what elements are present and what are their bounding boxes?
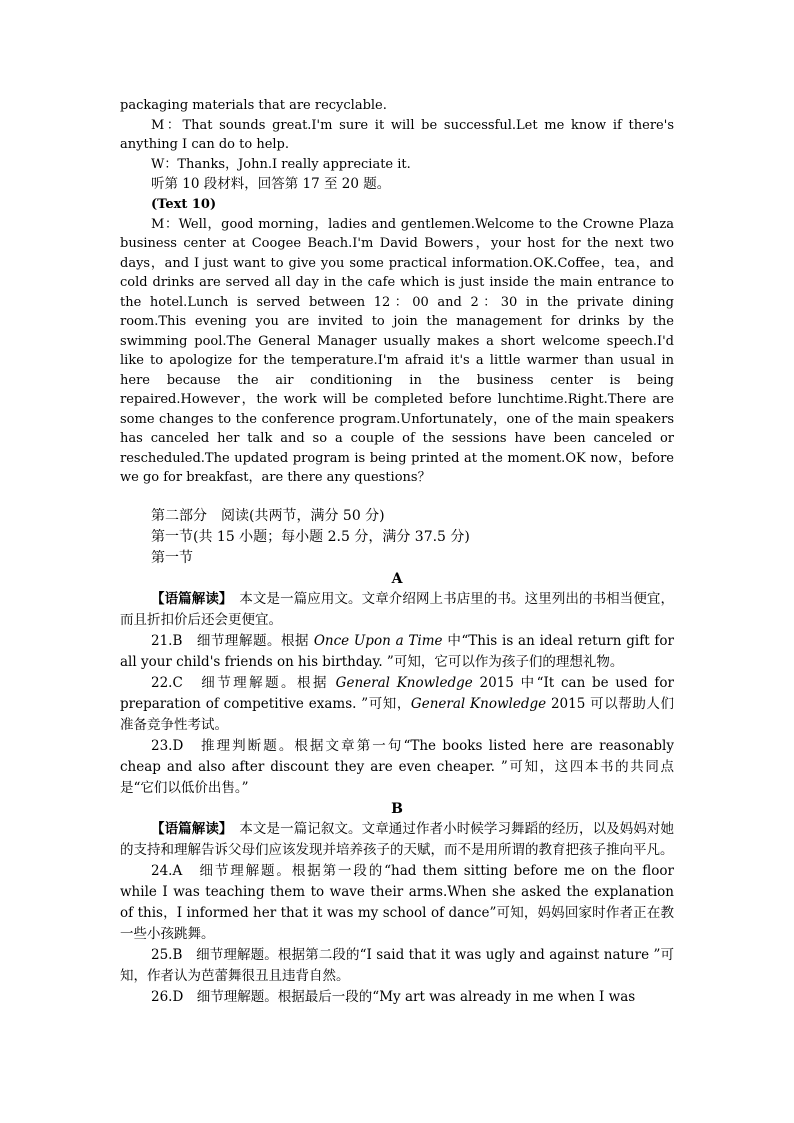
- part2-title: 第二部分 阅读(共两节，满分 50 分): [151, 507, 385, 524]
- answer-22-mid: 2015 中“It can be used for preparation of competitive exams. ”可知，: [120, 674, 674, 712]
- answer-24-number: 24.A: [151, 862, 183, 879]
- answer-26: [120, 987, 674, 1008]
- answer-22-pre: 细节理解题。根据: [182, 674, 336, 691]
- section1-short-title: 第一节: [151, 549, 193, 566]
- passage-a-tag: 【语篇解读】: [151, 590, 226, 607]
- answer-24-text: 细节理解题。根据第一段的“had them sitting before me on the floor while I was teaching them to wave their arms.When she asked the explanation of this，I informed her that it was my school of dance”可知，妈妈回家时作者正在教一些小孩跳舞。: [120, 862, 674, 942]
- answer-21-post: 中“This is an ideal return gift for all your child's friends on his birthday. ”可知，它可以作为孩子们的理想礼物。: [120, 632, 674, 670]
- passage-b-intro-text: 本文是一篇记叙文。文章通过作者小时候学习舞蹈的经历，以及妈妈对她的支持和理解告诉父母们应该发现并培养孩子的天赋，而不是用所谓的教育把孩子推向平凡。: [120, 820, 675, 858]
- text9-woman-reply: W：Thanks，John.I really appreciate it.: [151, 156, 411, 172]
- text10-instruction: 听第 10 段材料，回答第 17 至 20 题。: [151, 176, 391, 192]
- answer-22-book-title: General Knowledge: [335, 674, 473, 691]
- text9-line-packaging: packaging materials that are recyclable.: [120, 98, 387, 113]
- answer-21-book-title: Once Upon a Time: [313, 632, 443, 649]
- answer-25-text: 细节理解题。根据第二段的“I said that it was ugly and against nature ”可知，作者认为芭蕾舞很丑且违背自然。: [120, 946, 674, 984]
- answer-26-number: 26.D: [151, 988, 184, 1005]
- passage-a-intro-text: 本文是一篇应用文。文章介绍网上书店里的书。这里列出的书相当便宜，而且折扣价后还会更便宜。: [120, 590, 675, 628]
- answer-25: [120, 945, 674, 987]
- passage-b-tag: 【语篇解读】: [151, 820, 226, 837]
- passage-b-letter: B: [391, 800, 403, 817]
- answer-23-text: 推理判断题。根据文章第一句“The books listed here are reasonably cheap and also after discount they are even cheaper. ”可知，这四本书的共同点是“它们以低价出售。”: [120, 737, 674, 796]
- passage-b-intro: [120, 819, 674, 861]
- answer-26-text: 细节理解题。根据最后一段的“My art was already in me when I was: [183, 988, 636, 1005]
- answer-22: [120, 673, 674, 736]
- answer-22-post: 2015 可以帮助人们准备竞争性考试。: [120, 695, 674, 733]
- section1-title: 第一节(共 15 小题；每小题 2.5 分，满分 37.5 分): [151, 528, 470, 545]
- answer-21-pre: 细节理解题。根据: [182, 632, 314, 649]
- document-page: [120, 96, 674, 1008]
- answer-21-number: 21.B: [151, 632, 183, 649]
- text10-label: (Text 10): [151, 197, 217, 212]
- passage-a-intro: [120, 589, 674, 631]
- answer-24: [120, 861, 674, 945]
- answer-23-number: 23.D: [151, 737, 184, 754]
- answer-21: [120, 631, 674, 673]
- text10-speech: M：Well，good morning，ladies and gentlemen.Welcome to the Crowne Plaza business center at Coogee Beach.I'm David Bowers，your host for the next two days，and I just want to give you some practical information.OK.Coffee，tea，and cold drinks are served all day in the cafe which is just inside the main entrance to the hotel.Lunch is served between 12：00 and 2：30 in the private dining room.This evening you are invited to join the management for drinks by the swimming pool.The General Manager usually makes a short welcome speech.I'd like to apologize for the temperature.I'm afraid it's a little warmer than usual in here because the air conditioning in the business center is being repaired.However，the work will be completed before lunchtime.Right.There are some changes to the conference program.Unfortunately，one of the main speakers has canceled her talk and so a couple of the sessions have been canceled or rescheduled.The updated program is being printed at the moment.OK now，before we go for breakfast，are there any questions？: [120, 216, 674, 485]
- spacer: [120, 488, 674, 506]
- answer-25-number: 25.B: [151, 946, 183, 963]
- answer-22-number: 22.C: [151, 674, 183, 691]
- passage-a-letter: A: [391, 570, 403, 587]
- answer-23: [120, 736, 674, 799]
- answer-22-book-title-2: General Knowledge: [410, 695, 547, 712]
- text9-man-reply: M：That sounds great.I'm sure it will be successful.Let me know if there's anything I can do to help.: [120, 117, 674, 152]
